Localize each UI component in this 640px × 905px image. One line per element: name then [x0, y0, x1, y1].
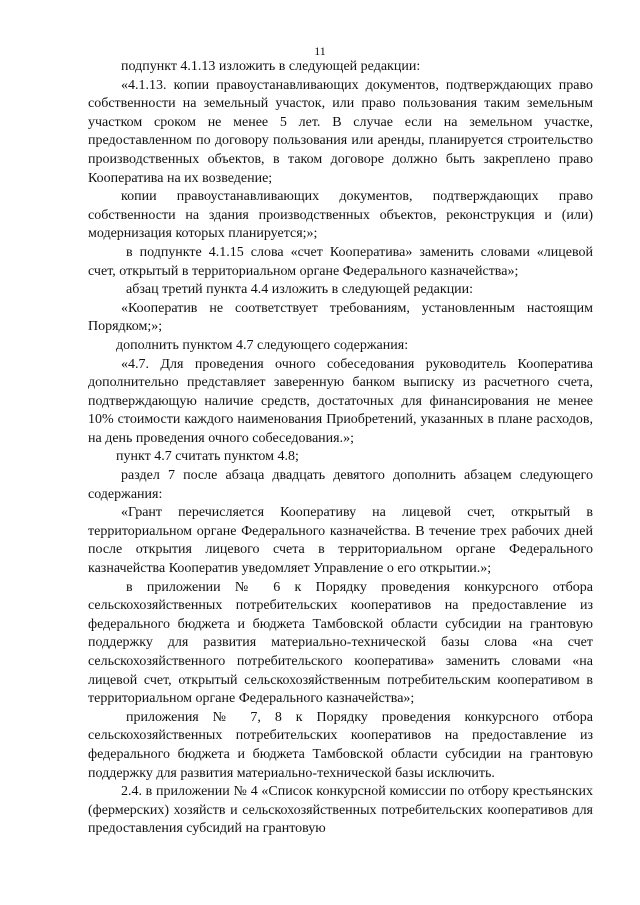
document-body	[88, 58, 593, 839]
paragraph: копии правоустанавливающих документов, подтверждающих право собственности на здания производственных объектов, реконструкция и (или) модернизация которых планируется;»;	[88, 189, 593, 242]
paragraph: «4.7. Для проведения очного собеседования руководитель Кооператива дополнительно представляет заверенную банком выписку из расчетного счета, подтверждающую наличие средств, достаточных для финансирования не менее 10% стоимости каждого наименования Приобретений, указанных в плане расходов, на день проведения очного собеседования.»;	[88, 356, 593, 446]
paragraph: «Грант перечисляется Кооперативу на лицевой счет, открытый в территориальном органе Федерального казначейства. В течение трех рабочих дней после открытия лицевого счета в территориальном органе Федерального казначейства Кооператив уведомляет Управление о его открытии.»;	[88, 505, 593, 577]
paragraph: пункт 4.7 считать пунктом 4.8;	[116, 449, 299, 465]
page-number: 11	[314, 44, 326, 58]
paragraph: абзац третий пункта 4.4 изложить в следующей редакции:	[126, 282, 474, 298]
paragraph: приложения № 7, 8 к Порядку проведения конкурсного отбора сельскохозяйственных потребительских кооперативов на предоставление из федерального бюджета и бюджета Тамбовской области субсидии на грантовую поддержку для развития материально-технической базы исключить.	[88, 709, 593, 781]
paragraph: раздел 7 после абзаца двадцать девятого дополнить абзацем следующего содержания:	[88, 468, 593, 502]
paragraph: 2.4. в приложении № 4 «Список конкурсной комиссии по отбору крестьянских (фермерских) хозяйств и сельскохозяйственных потребительских кооперативов для предоставления субсидий на грантовую	[88, 784, 593, 837]
paragraph: подпункт 4.1.13 изложить в следующей редакции:	[121, 59, 421, 74]
paragraph: «4.1.13. копии правоустанавливающих документов, подтверждающих право собственности на земельный участок, или право пользования таким земельным участком сроком не менее 5 лет. В случае если на земельном участке, предоставленном по договору пользования или аренды, планируется строительство производственных объектов, в таком договоре должно быть закреплено право Кооператива на их возведение;	[88, 77, 593, 186]
paragraph: в приложении № 6 к Порядку проведения конкурсного отбора сельскохозяйственных потребительских кооперативов на предоставление из федерального бюджета и бюджета Тамбовской области субсидии на грантовую поддержку для развития материально-технической базы слова «на счет сельскохозяйственного потребительского кооператива» заменить словами «на лицевой счет, открытый сельскохозяйственным потребительским кооперативом в территориальном органе Федерального казначейства»;	[88, 579, 593, 707]
paragraph: дополнить пунктом 4.7 следующего содержания:	[116, 337, 409, 353]
paragraph: в подпункте 4.1.15 слова «счет Кооператива» заменить словами «лицевой счет, открытый в территориальном органе Федерального казначейства»;	[88, 244, 593, 279]
paragraph: «Кооператив не соответствует требованиям, установленным настоящим Порядком;»;	[88, 300, 593, 335]
